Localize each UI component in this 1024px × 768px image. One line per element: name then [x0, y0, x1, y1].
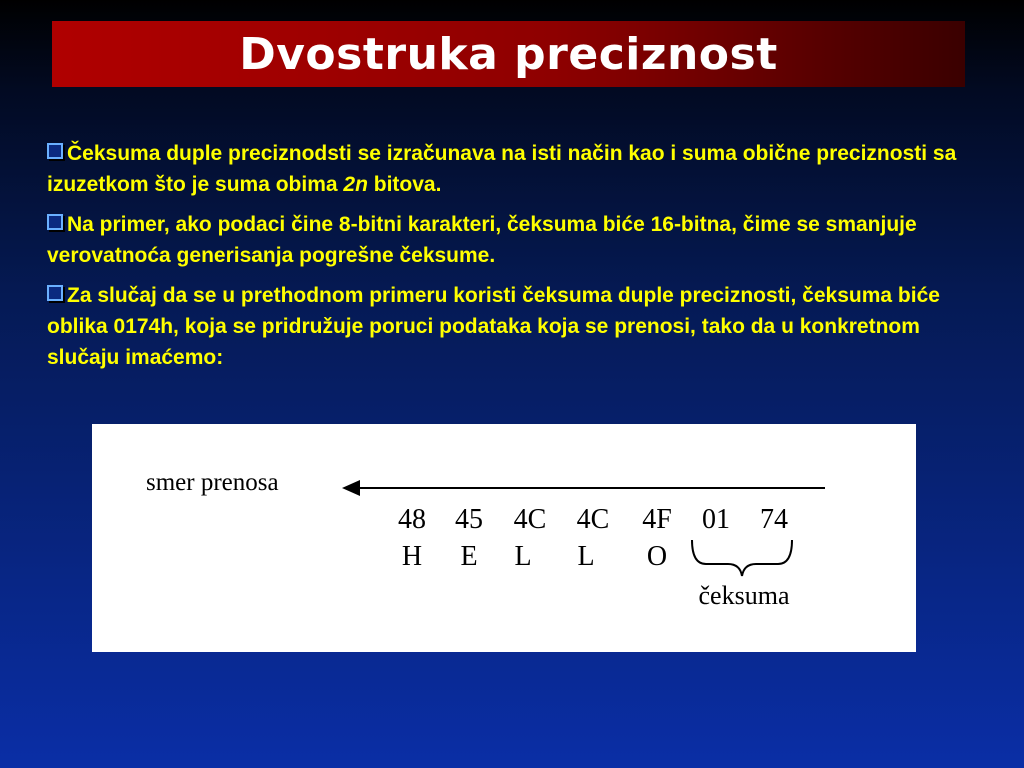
square-bullet-icon — [47, 285, 63, 301]
title-bar — [52, 21, 965, 87]
transmission-diagram — [92, 424, 916, 652]
hex-value-5: 01 — [702, 504, 730, 535]
hex-value-1: 45 — [455, 504, 483, 535]
hex-value-6: 74 — [760, 504, 788, 535]
bullet-paragraph-3 — [47, 280, 977, 373]
bullet-1-text-end: bitova. — [367, 173, 442, 196]
bullet-1-text: Čeksuma duple preciznodsti se izračunava na isti način kao i suma obične preciznosti sa izuzetkom što je suma obima — [47, 142, 957, 196]
bullet-paragraph-1 — [47, 138, 977, 200]
direction-label: smer prenosa — [146, 469, 279, 496]
slide-title: Dvostruka preciznost — [239, 28, 778, 80]
char-4: O — [646, 541, 668, 572]
bullet-1-italic: 2n — [343, 173, 368, 196]
char-1: E — [460, 541, 478, 572]
bullet-paragraph-2 — [47, 209, 977, 271]
slide-content — [47, 138, 977, 382]
bullet-2-text: Na primer, ako podaci čine 8-bitni karakteri, čeksuma biće 16-bitna, čime se smanjuje verovatnoća generisanja pogrešne čeksume. — [47, 213, 917, 267]
checksum-label: čeksuma — [698, 581, 790, 610]
checksum-brace-icon — [692, 540, 792, 576]
square-bullet-icon — [47, 214, 63, 230]
hex-value-0: 48 — [398, 504, 426, 535]
hex-value-3: 4C — [576, 504, 610, 535]
arrow-left-icon — [342, 480, 360, 496]
square-bullet-icon — [47, 143, 63, 159]
hex-value-4: 4F — [642, 504, 672, 535]
hex-value-2: 4C — [513, 504, 547, 535]
bullet-3-text: Za slučaj da se u prethodnom primeru koristi čeksuma duple preciznosti, čeksuma biće oblika 0174h, koja se pridružuje poruci podataka koja se prenosi, tako da u konkretnom slučaju imaćemo: — [47, 284, 940, 369]
char-2: L — [514, 541, 532, 572]
char-0: H — [401, 541, 423, 572]
char-3: L — [577, 541, 595, 572]
transmission-figure — [92, 424, 916, 652]
